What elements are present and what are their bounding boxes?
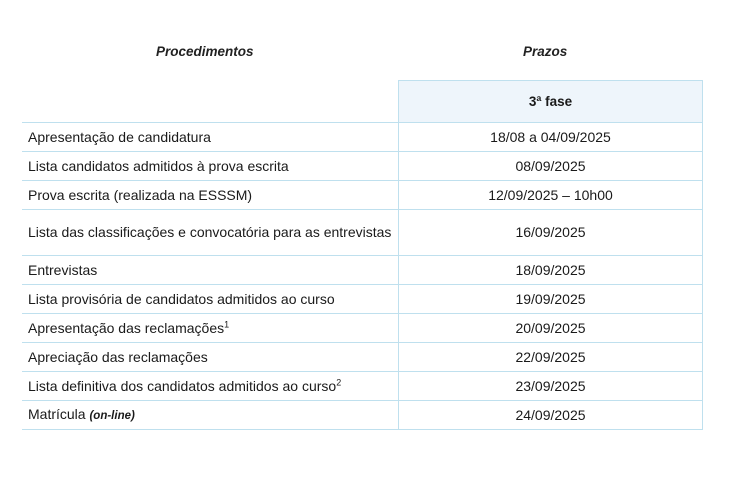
prazo-cell: 16/09/2025	[399, 210, 703, 256]
table-row	[22, 314, 703, 343]
phase-header-row	[22, 81, 703, 123]
footnote-marker: 1	[224, 318, 230, 329]
procedimento-cell: Apresentação de candidatura	[22, 123, 399, 152]
procedimento-cell: Lista candidatos admitidos à prova escrita	[22, 152, 399, 181]
prazo-cell: 12/09/2025 – 10h00	[399, 181, 703, 210]
table-row	[22, 343, 703, 372]
procedimento-cell	[22, 401, 399, 430]
prazo-cell: 24/09/2025	[399, 401, 703, 430]
procedimento-cell	[22, 314, 399, 343]
table-row	[22, 372, 703, 401]
prazo-cell: 22/09/2025	[399, 343, 703, 372]
table-row	[22, 181, 703, 210]
table-row	[22, 256, 703, 285]
table-row	[22, 123, 703, 152]
procedimento-text: Lista definitiva dos candidatos admitidos ao curso	[28, 377, 337, 394]
procedimento-cell: Lista das classificações e convocatória para as entrevistas	[22, 210, 399, 256]
table-row	[22, 152, 703, 181]
prazo-cell: 23/09/2025	[399, 372, 703, 401]
online-note: (on-line)	[89, 409, 135, 422]
procedimento-cell: Lista provisória de candidatos admitidos ao curso	[22, 285, 399, 314]
phase-label: 3ª fase	[399, 81, 703, 123]
footnote-marker: 2	[336, 376, 342, 387]
procedimento-cell: Entrevistas	[22, 256, 399, 285]
prazos-header: Prazos	[523, 44, 568, 59]
prazo-cell: 19/09/2025	[399, 285, 703, 314]
table-row	[22, 285, 703, 314]
procedimento-text: Apresentação das reclamações	[28, 319, 225, 336]
procedimento-cell: Apreciação das reclamações	[22, 343, 399, 372]
procedimento-text: Matrícula	[28, 405, 86, 422]
prazo-cell: 18/08 a 04/09/2025	[399, 123, 703, 152]
prazo-cell: 20/09/2025	[399, 314, 703, 343]
prazo-cell: 08/09/2025	[399, 152, 703, 181]
procedimento-cell	[22, 372, 399, 401]
prazo-cell: 18/09/2025	[399, 256, 703, 285]
schedule-table	[22, 80, 703, 430]
table-row	[22, 401, 703, 430]
procedimentos-header: Procedimentos	[156, 44, 254, 59]
procedimento-cell: Prova escrita (realizada na ESSSM)	[22, 181, 399, 210]
empty-cell	[22, 81, 399, 123]
table-row	[22, 210, 703, 256]
